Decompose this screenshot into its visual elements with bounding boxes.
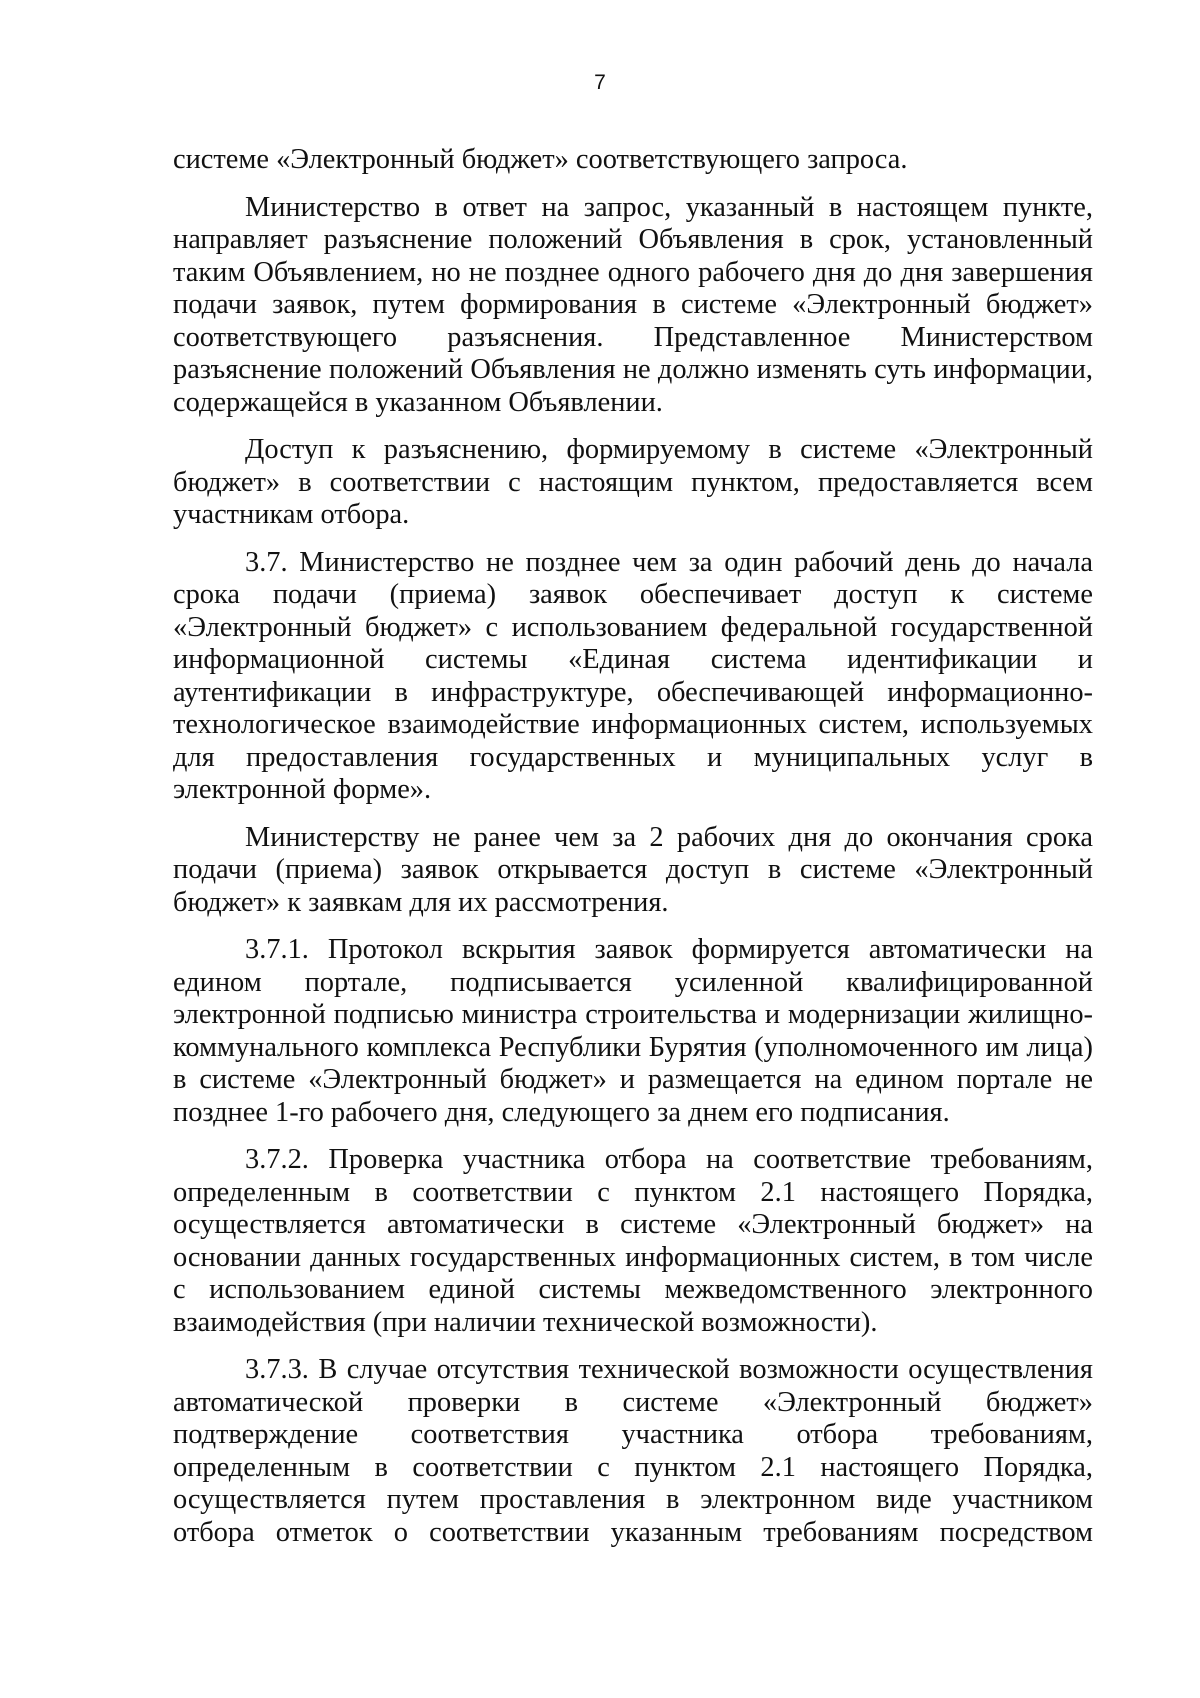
paragraph-access-clarification: Доступ к разъяснению, формируемому в системе «Электронный бюджет» в соответствии с настоящим пунктом, предоставляется всем участникам отбора. — [173, 434, 1093, 530]
paragraph-3-7-3: 3.7.3. В случае отсутствия технической возможности осуществления автоматической проверки в системе «Электронный бюджет» подтверждение соответствия участника отбора требованиям, определенным в соответствии с пунктом 2.1 настоящего Порядка, осуществляется путем проставления в электронном виде участником отбора отметок о соответствии указанным требованиям посредством — [173, 1354, 1093, 1548]
paragraph-3-7: 3.7. Министерство не позднее чем за один рабочий день до начала срока подачи (приема) заявок обеспечивает доступ к системе «Электронный бюджет» с использованием федеральной государственной информационной системы «Единая система идентификации и аутентификации в инфраструктуре, обеспечивающей информационно-технологическое взаимодействие информационных систем, используемых для предоставления государственных и муниципальных услуг в электронной форме». — [173, 546, 1093, 805]
paragraph-continuation: системе «Электронный бюджет» соответствующего запроса. — [173, 144, 908, 175]
paragraph-ministry-response: Министерство в ответ на запрос, указанный в настоящем пункте, направляет разъяснение положений Объявления в срок, установленный таким Объявлением, но не позднее одного рабочего дня до дня завершения подачи заявок, путем формирования в системе «Электронный бюджет» соответствующего разъяснения. Представленное Министерством разъяснение положений Объявления не должно изменять суть информации, содержащейся в указанном Объявлении. — [173, 191, 1093, 418]
page-number: 7 — [594, 71, 606, 94]
paragraph-3-7-2: 3.7.2. Проверка участника отбора на соответствие требованиям, определенным в соответствии с пунктом 2.1 настоящего Порядка, осуществляется автоматически в системе «Электронный бюджет» на основании данных государственных информационных систем, в том числе с использованием единой системы межведомственного электронного взаимодействия (при наличии технической возможности). — [173, 1144, 1093, 1338]
document-body — [173, 144, 1093, 1549]
paragraph-access-applications: Министерству не ранее чем за 2 рабочих дня до окончания срока подачи (приема) заявок открывается доступ в системе «Электронный бюджет» к заявкам для их рассмотрения. — [173, 821, 1093, 918]
paragraph-3-7-1: 3.7.1. Протокол вскрытия заявок формируется автоматически на едином портале, подписывается усиленной квалифицированной электронной подписью министра строительства и модернизации жилищно-коммунального комплекса Республики Бурятия (уполномоченного им лица) в системе «Электронный бюджет» и размещается на едином портале не позднее 1-го рабочего дня, следующего за днем его подписания. — [173, 934, 1093, 1128]
